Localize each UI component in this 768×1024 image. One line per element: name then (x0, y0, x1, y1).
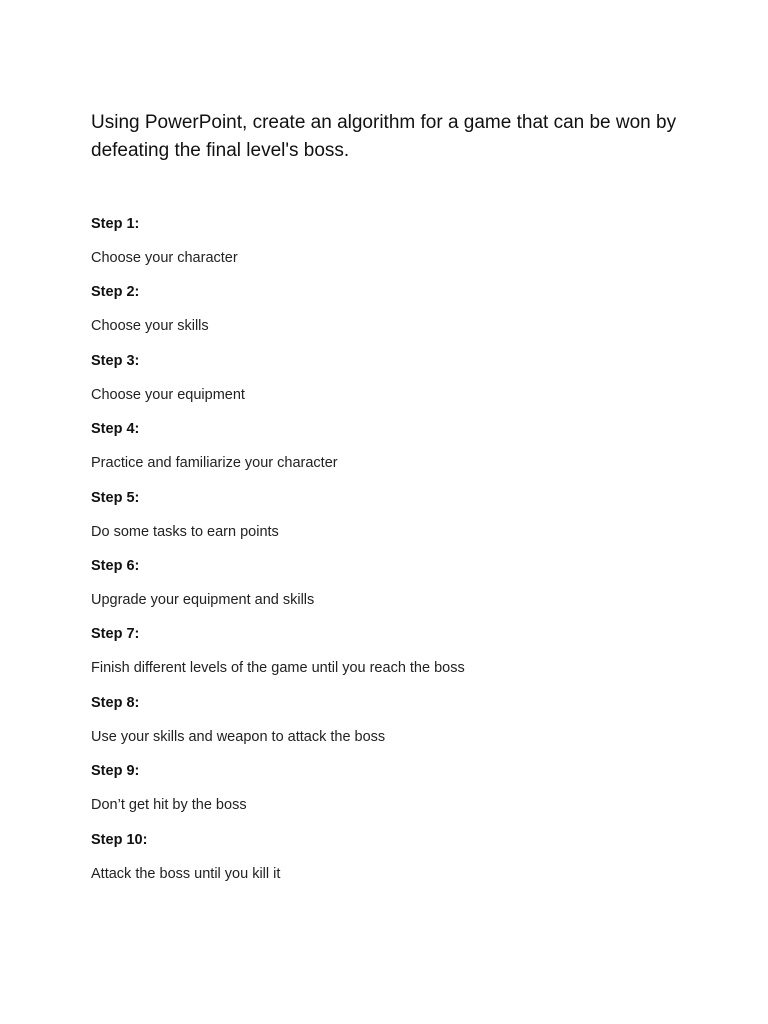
step-text: Do some tasks to earn points (91, 523, 279, 540)
list-item (91, 691, 711, 759)
step-label: Step 10: (91, 831, 148, 848)
list-item (91, 828, 711, 896)
list-item (91, 622, 711, 690)
step-label: Step 9: (91, 763, 140, 780)
step-label: Step 5: (91, 489, 140, 506)
step-text: Use your skills and weapon to attack the boss (91, 728, 386, 745)
step-label: Step 4: (91, 421, 140, 438)
step-text: Finish different levels of the game until you reach the boss (91, 660, 465, 677)
step-text: Choose your character (91, 250, 238, 266)
list-item (91, 759, 711, 827)
list-item (91, 349, 711, 417)
list-item (91, 417, 711, 485)
step-text: Practice and familiarize your character (91, 455, 338, 472)
list-item (91, 280, 711, 348)
step-text: Attack the boss until you kill it (91, 865, 281, 882)
step-label: Step 1: (91, 216, 140, 232)
step-label: Step 7: (91, 626, 140, 643)
list-item (91, 212, 711, 280)
step-label: Step 3: (91, 352, 140, 369)
document-prompt: Using PowerPoint, create an algorithm for a game that can be won by defeating the final level's boss. (91, 112, 677, 161)
step-text: Choose your equipment (91, 386, 245, 403)
step-label: Step 6: (91, 557, 140, 574)
step-label: Step 8: (91, 694, 140, 711)
steps-list (91, 212, 711, 896)
list-item (91, 554, 711, 622)
step-text: Choose your skills (91, 318, 209, 335)
list-item (91, 486, 711, 554)
step-text: Upgrade your equipment and skills (91, 591, 315, 608)
step-label: Step 2: (91, 284, 140, 301)
step-text: Don’t get hit by the boss (91, 797, 247, 814)
